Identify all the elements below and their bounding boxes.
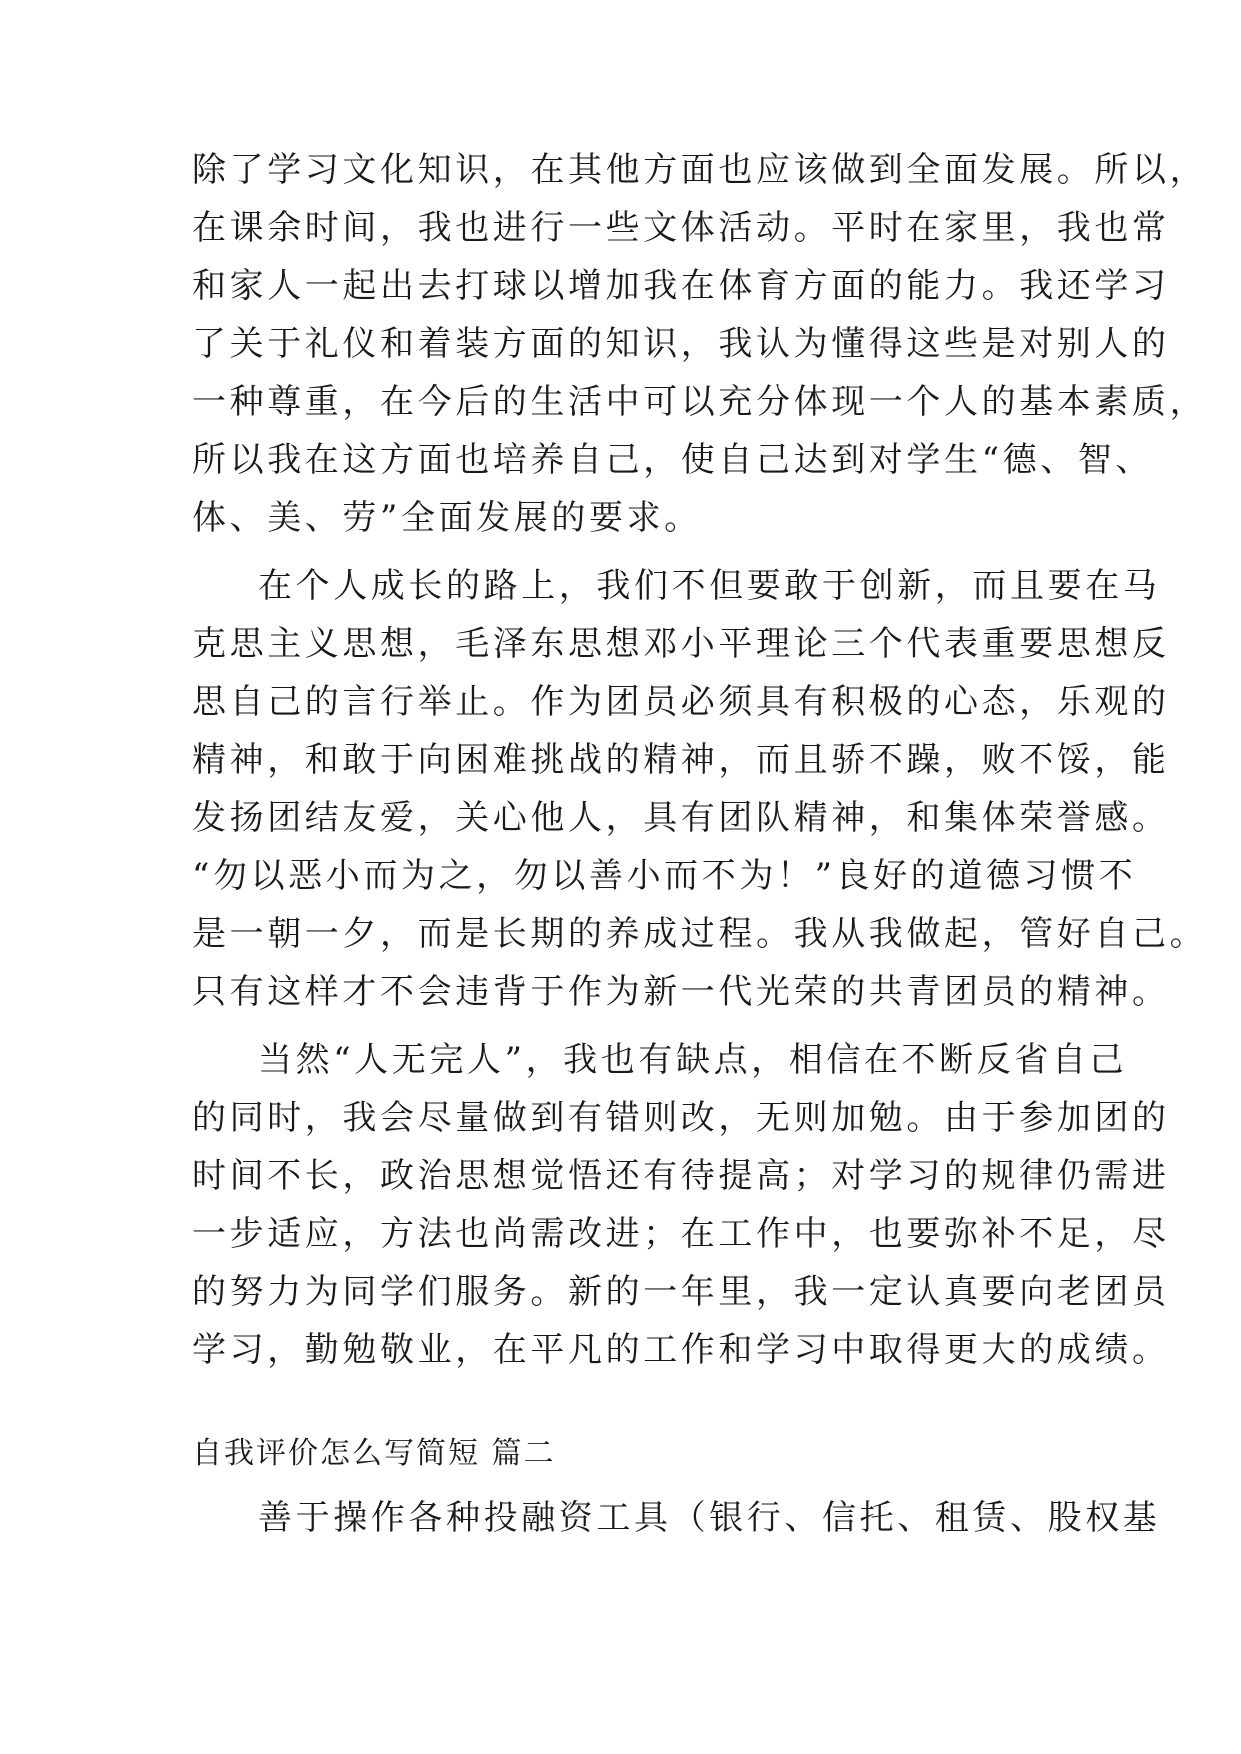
paragraph-3-line-2: 的同时，我会尽量做到有错则改，无则加勉。由于参加团的 <box>192 1098 1170 1138</box>
paragraph-2-line-3: 思自己的言行举止。作为团员必须具有积极的心态，乐观的 <box>192 682 1170 722</box>
paragraph-3-line-4: 一步适应，方法也尚需改进；在工作中，也要弥补不足，尽 <box>192 1214 1170 1254</box>
paragraph-2-line-7: 是一朝一夕，而是长期的养成过程。我从我做起，管好自己。 <box>192 914 1208 954</box>
paragraph-1-line-5: 一种尊重，在今后的生活中可以充分体现一个人的基本素质， <box>192 382 1208 422</box>
paragraph-3-line-5: 的努力为同学们服务。新的一年里，我一定认真要向老团员 <box>192 1272 1170 1312</box>
paragraph-3-line-1: 当然“人无完人”，我也有缺点，相信在不断反省自己 <box>258 1040 1128 1080</box>
paragraph-1-line-7: 体、美、劳”全面发展的要求。 <box>192 498 702 538</box>
paragraph-2-line-5: 发扬团结友爱，关心他人，具有团队精神，和集体荣誉感。 <box>192 798 1170 838</box>
paragraph-2-line-1: 在个人成长的路上，我们不但要敢于创新，而且要在马 <box>258 566 1161 606</box>
paragraph-3-line-6: 学习，勤勉敬业，在平凡的工作和学习中取得更大的成绩。 <box>192 1330 1170 1370</box>
paragraph-1-line-3: 和家人一起出去打球以增加我在体育方面的能力。我还学习 <box>192 266 1170 306</box>
paragraph-1-line-2: 在课余时间，我也进行一些文体活动。平时在家里，我也常 <box>192 208 1170 248</box>
paragraph-2-line-4: 精神，和敢于向困难挑战的精神，而且骄不躁，败不馁，能 <box>192 740 1170 780</box>
paragraph-2-line-2: 克思主义思想，毛泽东思想邓小平理论三个代表重要思想反 <box>192 624 1170 664</box>
section-heading: 自我评价怎么写简短 篇二 <box>192 1436 556 1471</box>
paragraph-1-line-6: 所以我在这方面也培养自己，使自己达到对学生“德、智、 <box>192 440 1153 480</box>
paragraph-3-line-3: 时间不长，政治思想觉悟还有待提高；对学习的规律仍需进 <box>192 1156 1170 1196</box>
paragraph-4-line-1: 善于操作各种投融资工具（银行、信托、租赁、股权基 <box>258 1498 1161 1538</box>
paragraph-2-line-8: 只有这样才不会违背于作为新一代光荣的共青团员的精神。 <box>192 972 1170 1012</box>
paragraph-2-line-6: “勿以恶小而为之，勿以善小而不为！”良好的道德习惯不 <box>192 856 1137 896</box>
paragraph-1-line-4: 了关于礼仪和着装方面的知识，我认为懂得这些是对别人的 <box>192 324 1170 364</box>
paragraph-1-line-1: 除了学习文化知识，在其他方面也应该做到全面发展。所以， <box>192 150 1208 190</box>
